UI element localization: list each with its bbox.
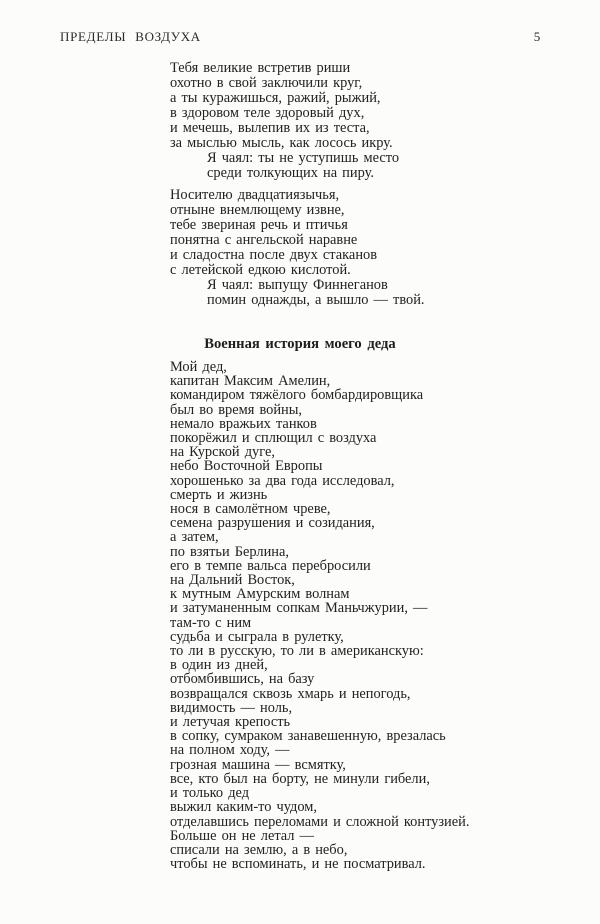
poem-line: все, кто был на борту, не минули гибели, — [170, 770, 430, 787]
poem-line: помин однажды, а вышло — твой. — [207, 292, 425, 308]
poem-line: а затем, — [170, 529, 219, 546]
poem-line: отбомбившись, на базу — [170, 671, 315, 688]
poem-line: Я чаял: ты не уступишь место — [207, 150, 400, 166]
page-number: 5 — [533, 29, 541, 44]
poem-line: чтобы не вспоминать, и не посматривал. — [170, 856, 426, 873]
poem-line: немало вражьих танков — [170, 415, 317, 432]
poem-line: командиром тяжёлого бомбардировщика — [170, 387, 424, 404]
poem-line: Больше он не летал — — [170, 827, 314, 844]
poem-line: в сопку, сумраком занавешенную, врезалась — [170, 728, 446, 745]
poem-line: к мутным Амурским волнам — [170, 586, 350, 603]
war-poem — [170, 360, 469, 871]
poem-line: Мой дед, — [170, 359, 227, 375]
book-title: ПРЕДЕЛЫ ВОЗДУХА — [60, 29, 201, 44]
poem-line: нося в самолётном чреве, — [170, 501, 331, 518]
poem-line: и мечешь, вылепив их из теста, — [170, 120, 370, 136]
poem-line: и сладостна после двух стаканов — [170, 247, 378, 263]
poem-line: Тебя великие встретив риши — [170, 60, 351, 76]
poem-line: отделавшись переломами и сложной контузией. — [170, 813, 470, 830]
opening-poem — [170, 61, 425, 308]
poem-line: возвращался сквозь хмарь и непогодь, — [170, 685, 411, 702]
poem-line: по взятьи Берлина, — [170, 543, 289, 560]
poem-line: списали на землю, а в небо, — [170, 841, 348, 858]
poem-line: Носителю двадцатиязычья, — [170, 187, 340, 203]
opening-poem-stanza-1 — [170, 61, 425, 181]
poem-line: и летучая крепость — [170, 714, 291, 731]
poem-line: среди толкующих на пиру. — [207, 165, 374, 181]
poem-line: понятна с ангельской наравне — [170, 232, 358, 248]
poem-line: на полном ходу, — — [170, 742, 290, 759]
poem-line: выжил каким-то чудом, — [170, 799, 318, 816]
poem-line: в один из дней, — [170, 657, 268, 674]
poem-line: смерть и жизнь — [170, 486, 268, 503]
poem-line: за мыслью мысль, как лосось икру. — [170, 135, 393, 151]
poem-line: отныне внемлющему извне, — [170, 202, 345, 218]
poem-line: грозная машина — всмятку, — [170, 756, 346, 773]
poem-line: Я чаял: выпущу Финнеганов — [207, 277, 388, 293]
poem-line: покорёжил и сплющил с воздуха — [170, 430, 377, 447]
poem-line: и затуманенным сопкам Маньчжурии, — — [170, 600, 428, 617]
poem-line: в здоровом теле здоровый дух, — [170, 105, 365, 121]
poem-line: тебе звериная речь и птичья — [170, 217, 348, 233]
poem-line: и только дед — [170, 785, 250, 802]
poem-line: на Курской дуге, — [170, 444, 275, 461]
poem-line: семена разрушения и созидания, — [170, 515, 375, 532]
opening-poem-stanza-2 — [170, 188, 425, 308]
poem-line: с летейской едкою кислотой. — [170, 262, 351, 278]
poem-line: а ты куражишься, ражий, рыжий, — [170, 90, 381, 106]
poem-line: его в темпе вальса перебросили — [170, 557, 371, 574]
poem-line: хорошенько за два года исследовал, — [170, 472, 395, 489]
poem-line: небо Восточной Европы — [170, 458, 323, 475]
poem-line: там-то с ним — [170, 614, 252, 631]
poem-line: охотно в свой заключили круг, — [170, 75, 363, 91]
poem-line: видимость — ноль, — [170, 699, 293, 716]
poem-line: был во время войны, — [170, 401, 303, 418]
poem-line: на Дальний Восток, — [170, 572, 295, 589]
poem-line: то ли в русскую, то ли в американскую: — [170, 643, 424, 660]
war-poem-title: Военная история моего деда — [204, 336, 396, 352]
running-header — [60, 29, 541, 45]
poem-line: капитан Максим Амелин, — [170, 373, 331, 390]
poem-line: судьба и сыграла в рулетку, — [170, 628, 344, 645]
